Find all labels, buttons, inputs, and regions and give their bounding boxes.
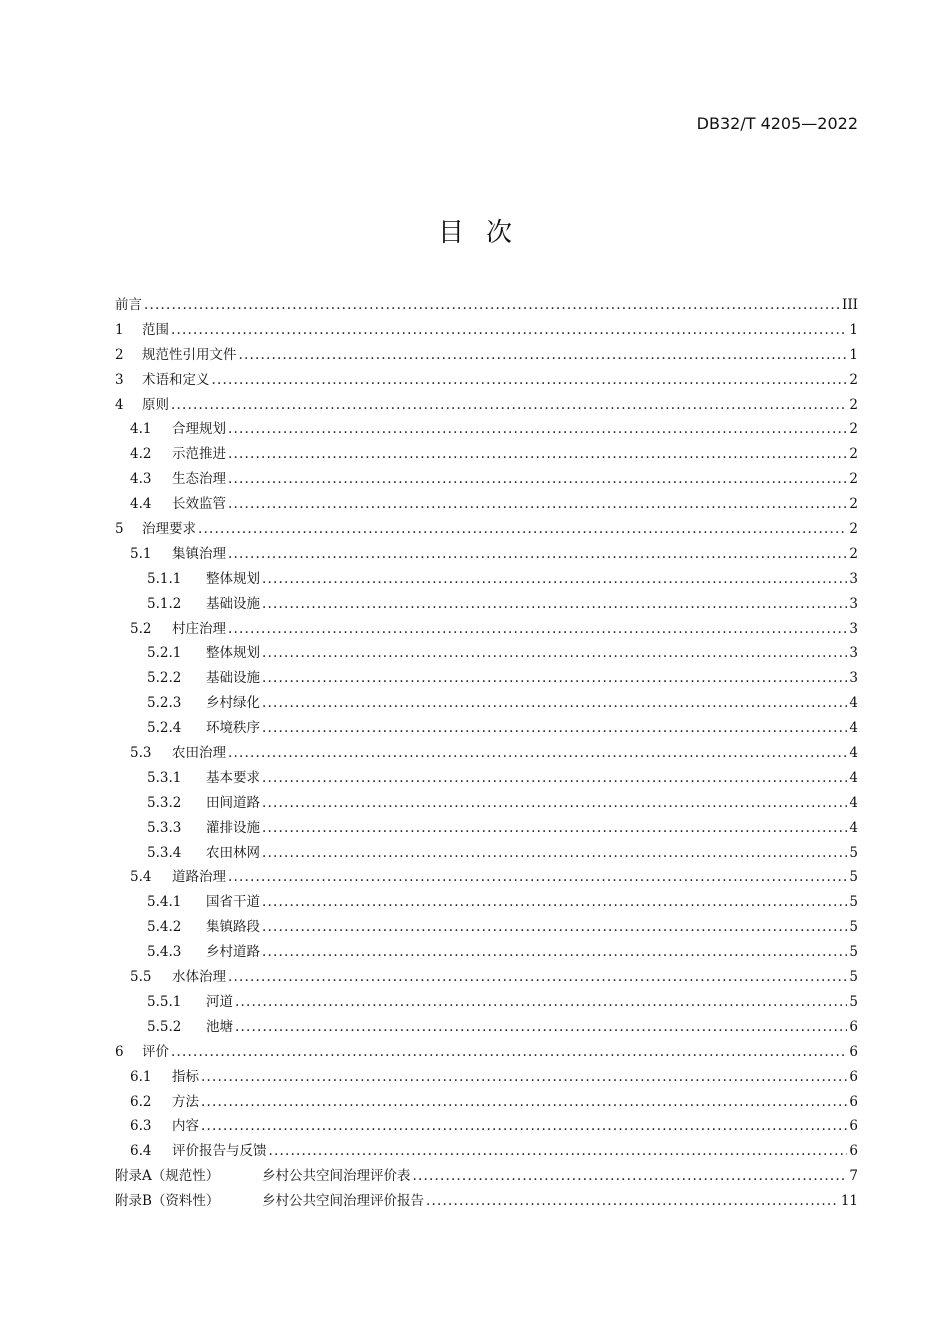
toc-dot-leader xyxy=(262,695,847,711)
toc-entry[interactable] xyxy=(115,1065,858,1090)
toc-entry[interactable] xyxy=(115,1015,858,1040)
toc-entry-number: 6.1 xyxy=(130,1068,152,1085)
toc-entry-page: 2 xyxy=(849,521,858,538)
toc-entry-page: 5 xyxy=(849,894,858,911)
toc-dot-leader xyxy=(413,1168,848,1184)
toc-entry-page: 3 xyxy=(849,645,858,662)
toc-entry-number: 4.3 xyxy=(130,471,152,488)
toc-entry-title: 道路治理 xyxy=(172,869,226,886)
toc-dot-leader xyxy=(201,1094,847,1110)
toc-dot-leader xyxy=(228,446,847,462)
toc-entry[interactable] xyxy=(115,1114,858,1139)
toc-entry-page: 4 xyxy=(849,695,858,712)
toc-entry-title: 规范性引用文件 xyxy=(142,346,237,363)
toc-entry-title: 农田林网 xyxy=(206,844,260,861)
toc-dot-leader xyxy=(262,596,847,612)
toc-entry-page: 5 xyxy=(849,844,858,861)
toc-dot-leader xyxy=(262,720,847,736)
toc-entry[interactable] xyxy=(115,691,858,716)
toc-entry-title: 乡村公共空间治理评价报告 xyxy=(262,1193,424,1210)
toc-dot-leader xyxy=(262,645,847,661)
toc-entry-page: III xyxy=(842,297,858,313)
toc-entry-page: 3 xyxy=(849,670,858,687)
toc-entry[interactable] xyxy=(115,890,858,915)
toc-entry-title: 内容 xyxy=(172,1118,199,1135)
toc-dot-leader xyxy=(228,471,847,487)
table-of-contents xyxy=(115,293,858,1214)
toc-entry-number: 5.4.2 xyxy=(147,919,182,936)
toc-entry-number: 6 xyxy=(115,1043,124,1060)
standard-number: DB32/T 4205—2022 xyxy=(696,114,858,133)
toc-entry-page: 4 xyxy=(849,819,858,836)
toc-entry-number: 3 xyxy=(115,371,124,388)
toc-entry-title: 集镇路段 xyxy=(206,919,260,936)
toc-entry-title: 生态治理 xyxy=(172,471,226,488)
toc-entry-title: 前言 xyxy=(115,297,142,313)
toc-dot-leader xyxy=(201,1069,847,1085)
toc-dot-leader xyxy=(239,347,848,363)
toc-entry-number: 5.2.4 xyxy=(147,720,182,737)
toc-entry[interactable] xyxy=(115,816,858,841)
toc-dot-leader xyxy=(262,670,847,686)
toc-entry-page: 2 xyxy=(849,421,858,438)
toc-entry-page: 3 xyxy=(849,595,858,612)
toc-dot-leader xyxy=(235,1019,847,1035)
toc-entry-number: 5.2.1 xyxy=(147,645,182,662)
toc-entry-number: 4.1 xyxy=(130,421,152,438)
toc-entry[interactable] xyxy=(115,940,858,965)
toc-entry-title: 基础设施 xyxy=(206,670,260,687)
toc-entry-number: 5.5.2 xyxy=(147,1018,182,1035)
toc-entry[interactable] xyxy=(115,741,858,766)
toc-entry-page: 7 xyxy=(849,1168,858,1185)
toc-entry[interactable] xyxy=(115,766,858,791)
toc-entry-number: 1 xyxy=(115,321,124,338)
toc-entry-title: 整体规划 xyxy=(206,570,260,587)
toc-entry[interactable] xyxy=(115,1164,858,1189)
toc-entry-title: 村庄治理 xyxy=(172,620,226,637)
toc-entry-page: 6 xyxy=(849,1018,858,1035)
toc-entry-title: 集镇治理 xyxy=(172,545,226,562)
toc-entry-page: 2 xyxy=(849,371,858,388)
toc-entry[interactable] xyxy=(115,492,858,517)
toc-entry-title: 整体规划 xyxy=(206,645,260,662)
toc-entry-title: 术语和定义 xyxy=(142,371,210,388)
toc-entry[interactable] xyxy=(115,1090,858,1115)
toc-entry[interactable] xyxy=(115,1040,858,1065)
toc-entry-number: 5.4 xyxy=(130,869,152,886)
toc-entry-number: 5.5.1 xyxy=(147,993,182,1010)
toc-entry-number: 5.4.3 xyxy=(147,944,182,961)
toc-entry-title: 田间道路 xyxy=(206,794,260,811)
toc-entry[interactable] xyxy=(115,841,858,866)
toc-entry-title: 农田治理 xyxy=(172,745,226,762)
toc-entry[interactable] xyxy=(115,1139,858,1164)
toc-entry-title: 池塘 xyxy=(206,1018,233,1035)
toc-dot-leader xyxy=(228,421,847,437)
toc-entry-page: 3 xyxy=(849,620,858,637)
toc-entry-title: 基础设施 xyxy=(206,595,260,612)
toc-entry-title: 乡村道路 xyxy=(206,944,260,961)
toc-entry-title: 评价报告与反馈 xyxy=(172,1143,267,1160)
toc-entry-page: 4 xyxy=(849,794,858,811)
toc-entry-page: 4 xyxy=(849,769,858,786)
toc-entry[interactable] xyxy=(115,318,858,343)
toc-entry-page: 5 xyxy=(849,993,858,1010)
toc-entry-number: 5.3.4 xyxy=(147,844,182,861)
toc-entry-page: 6 xyxy=(849,1118,858,1135)
toc-entry-number: 5.5 xyxy=(130,969,152,986)
toc-entry-page: 6 xyxy=(849,1068,858,1085)
toc-entry-number: 附录B（资料性） xyxy=(115,1193,220,1210)
toc-entry-page: 2 xyxy=(849,396,858,413)
toc-entry-number: 5.3.2 xyxy=(147,794,182,811)
toc-entry-number: 5.1 xyxy=(130,545,152,562)
toc-entry-number: 5 xyxy=(115,521,124,538)
toc-entry-number: 4.4 xyxy=(130,496,152,513)
toc-entry-page: 6 xyxy=(849,1093,858,1110)
toc-entry[interactable] xyxy=(115,791,858,816)
toc-dot-leader xyxy=(262,894,847,910)
toc-entry[interactable] xyxy=(115,915,858,940)
toc-entry-title: 国省干道 xyxy=(206,894,260,911)
toc-entry-page: 2 xyxy=(849,545,858,562)
toc-entry-number: 5.3.1 xyxy=(147,769,182,786)
toc-dot-leader xyxy=(198,521,847,537)
toc-entry-number: 5.3 xyxy=(130,745,152,762)
toc-entry-page: 3 xyxy=(849,570,858,587)
toc-entry[interactable] xyxy=(115,517,858,542)
toc-entry-page: 2 xyxy=(849,471,858,488)
toc-dot-leader xyxy=(201,1118,847,1134)
toc-entry-page: 5 xyxy=(849,969,858,986)
toc-entry-number: 5.2.2 xyxy=(147,670,182,687)
toc-dot-leader xyxy=(144,297,840,313)
toc-dot-leader xyxy=(228,745,847,761)
toc-dot-leader xyxy=(262,770,847,786)
toc-entry-page: 11 xyxy=(840,1193,858,1210)
toc-entry-number: 5.2 xyxy=(130,620,152,637)
toc-entry[interactable] xyxy=(115,417,858,442)
toc-dot-leader xyxy=(212,372,848,388)
toc-entry[interactable] xyxy=(115,567,858,592)
toc-entry[interactable] xyxy=(115,542,858,567)
toc-entry-number: 4 xyxy=(115,396,124,413)
toc-entry[interactable] xyxy=(115,965,858,990)
toc-entry[interactable] xyxy=(115,343,858,368)
toc-entry[interactable] xyxy=(115,467,858,492)
toc-dot-leader xyxy=(228,621,847,637)
toc-entry[interactable] xyxy=(115,1189,858,1214)
toc-entry-page: 5 xyxy=(849,919,858,936)
toc-entry-title: 基本要求 xyxy=(206,769,260,786)
toc-entry-number: 4.2 xyxy=(130,446,152,463)
toc-entry-number: 6.4 xyxy=(130,1143,152,1160)
toc-entry-title: 评价 xyxy=(142,1043,169,1060)
toc-dot-leader xyxy=(262,795,847,811)
toc-entry-number: 6.3 xyxy=(130,1118,152,1135)
toc-dot-leader xyxy=(171,397,847,413)
toc-entry-title: 原则 xyxy=(142,396,169,413)
toc-entry-page: 1 xyxy=(849,346,858,363)
toc-dot-leader xyxy=(228,546,847,562)
toc-dot-leader xyxy=(171,322,847,338)
toc-entry[interactable] xyxy=(115,990,858,1015)
toc-entry[interactable] xyxy=(115,865,858,890)
toc-entry-title: 方法 xyxy=(172,1093,199,1110)
toc-entry-title: 范围 xyxy=(142,321,169,338)
toc-entry-title: 治理要求 xyxy=(142,521,196,538)
toc-entry-title: 指标 xyxy=(172,1068,199,1085)
toc-dot-leader xyxy=(262,820,847,836)
toc-dot-leader xyxy=(262,571,847,587)
toc-entry-number: 5.2.3 xyxy=(147,695,182,712)
toc-dot-leader xyxy=(262,919,847,935)
toc-entry-title: 水体治理 xyxy=(172,969,226,986)
toc-dot-leader xyxy=(262,944,847,960)
toc-entry-page: 4 xyxy=(849,720,858,737)
toc-entry[interactable] xyxy=(115,617,858,642)
toc-entry-title: 河道 xyxy=(206,993,233,1010)
toc-dot-leader xyxy=(171,1044,847,1060)
toc-entry-page: 2 xyxy=(849,496,858,513)
toc-entry-title: 灌排设施 xyxy=(206,819,260,836)
toc-entry[interactable] xyxy=(115,592,858,617)
toc-entry-number: 5.3.3 xyxy=(147,819,182,836)
toc-dot-leader xyxy=(426,1193,839,1209)
toc-entry-page: 5 xyxy=(849,944,858,961)
toc-entry-page: 6 xyxy=(849,1143,858,1160)
toc-dot-leader xyxy=(262,845,847,861)
toc-entry-number: 附录A（规范性） xyxy=(115,1168,220,1185)
toc-dot-leader xyxy=(269,1143,848,1159)
toc-entry-page: 5 xyxy=(849,869,858,886)
toc-entry[interactable] xyxy=(115,716,858,741)
toc-entry-page: 4 xyxy=(849,745,858,762)
toc-entry[interactable] xyxy=(115,666,858,691)
toc-entry[interactable] xyxy=(115,293,858,318)
toc-entry-number: 5.1.2 xyxy=(147,595,182,612)
toc-entry-number: 5.1.1 xyxy=(147,570,182,587)
toc-entry-page: 2 xyxy=(849,446,858,463)
toc-entry-title: 乡村绿化 xyxy=(206,695,260,712)
toc-entry-page: 1 xyxy=(849,321,858,338)
toc-entry-number: 2 xyxy=(115,346,124,363)
toc-dot-leader xyxy=(228,869,847,885)
toc-entry[interactable] xyxy=(115,368,858,393)
toc-dot-leader xyxy=(228,969,847,985)
toc-entry[interactable] xyxy=(115,393,858,418)
toc-dot-leader xyxy=(235,994,847,1010)
toc-entry[interactable] xyxy=(115,442,858,467)
page-title: 目次 xyxy=(437,218,534,248)
toc-entry-number: 5.4.1 xyxy=(147,894,182,911)
toc-entry-title: 示范推进 xyxy=(172,446,226,463)
toc-entry-title: 乡村公共空间治理评价表 xyxy=(262,1168,411,1185)
toc-entry-title: 环境秩序 xyxy=(206,720,260,737)
toc-entry-number: 6.2 xyxy=(130,1093,152,1110)
toc-entry-title: 长效监管 xyxy=(172,496,226,513)
toc-entry[interactable] xyxy=(115,641,858,666)
toc-entry-title: 合理规划 xyxy=(172,421,226,438)
toc-entry-page: 6 xyxy=(849,1043,858,1060)
toc-dot-leader xyxy=(228,496,847,512)
